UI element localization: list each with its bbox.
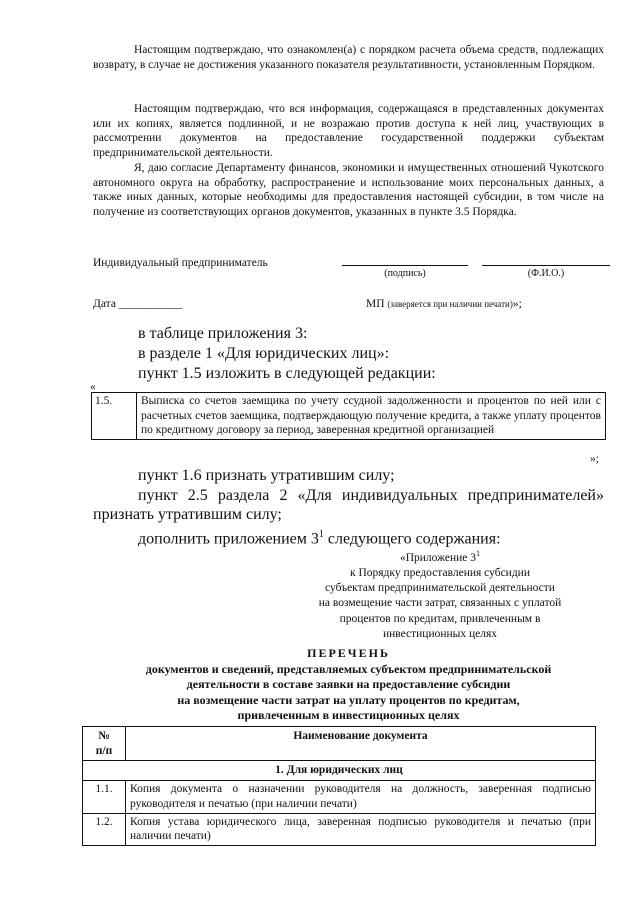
amend-line-4: пункт 1.6 признать утратившим силу; xyxy=(138,467,395,484)
appendix-title xyxy=(300,546,580,566)
consent-paragraph-3 xyxy=(93,161,604,220)
documents-table xyxy=(82,726,596,846)
name-caption: (Ф.И.О.) xyxy=(527,268,565,279)
amend-table xyxy=(91,392,606,440)
open-quote: « xyxy=(90,381,96,393)
section-label: 1. Для юридических лиц xyxy=(83,761,596,781)
table-row xyxy=(92,393,606,440)
list-title: ПЕРЕЧЕНЬ xyxy=(307,646,390,660)
col-number-label: п/п xyxy=(95,744,113,757)
consent-text-2: Настоящим подтверждаю, что вся информация, содержащаяся в представленных документах или их копиях, является подлинной, и не возражаю против доступа к ней лиц, участвующих в рассмотрении документов на предоставление государственной поддержки субъектам предпринимательской деятельности. xyxy=(93,103,604,160)
table-row xyxy=(83,781,596,813)
amend-word: предпринимателей» xyxy=(467,487,604,504)
row-number: 1.2. xyxy=(83,813,126,845)
amend-word: раздела xyxy=(217,487,270,504)
amend-line-5b: признать утратившим силу; xyxy=(93,506,282,523)
appendix-title-sup: 1 xyxy=(476,549,481,558)
row-number: 1.1. xyxy=(83,781,126,813)
list-subtitle: привлеченным в инвестиционных целях xyxy=(237,708,460,722)
col-number-header xyxy=(83,727,126,761)
consent-text-1: Настоящим подтверждаю, что ознакомлен(а) с порядком расчета объема средств, подлежащих возврату, в случае не достижения указанного показателя результативности, установленным Порядком. xyxy=(93,44,604,71)
amend-word: «Для xyxy=(297,487,332,504)
list-subtitle: на возмещение части затрат на уплату процентов по кредитам, xyxy=(177,692,520,707)
stamp-label: МП xyxy=(366,298,385,310)
appendix-line: к Порядку предоставления субсидии xyxy=(350,567,530,580)
appendix-line: процентов по кредитам, привлеченным в xyxy=(339,612,541,625)
appendix-line: субъектам предпринимательской деятельности xyxy=(325,582,555,595)
table-header-row xyxy=(83,727,596,761)
amend-line-3: пункт 1.5 изложить в следующей редакции: xyxy=(138,365,436,382)
stamp-note: (заверяется при наличии печати) xyxy=(387,299,513,309)
row-text: Выписка со счетов заемщика по учету ссудной задолженности и процентов по ней или с расчетных счетов заемщика, подтверждающую получение кредита, а также уплату процентов по кредитному договору за период, заверенная кредитной организацией xyxy=(137,393,606,440)
appendix-header xyxy=(300,546,580,642)
close-quote: »; xyxy=(590,453,599,465)
stamp-field xyxy=(366,298,522,310)
col-number-label: № xyxy=(98,730,110,742)
list-subtitle: деятельности в составе заявки на предоставление субсидии xyxy=(186,677,511,691)
col-name-header: Наименование документа xyxy=(126,727,596,761)
date-field: Дата ___________ xyxy=(93,298,183,310)
list-subtitle: документов и сведений, представляемых субъектом предпринимательской xyxy=(145,661,552,676)
amend-line-5 xyxy=(138,486,604,506)
amend-line-6-post: следующего содержания: xyxy=(323,530,501,548)
signature-line xyxy=(342,265,468,266)
table-row xyxy=(83,813,596,845)
appendix-line: на возмещение части затрат, связанных с уплатой xyxy=(318,597,562,610)
consent-text-3: Я, даю согласие Департаменту финансов, экономики и имущественных отношений Чукотского автономного округа на обработку, распространение и использование моих персональных данных, а также иных данных, которые необходимы для предоставления настоящей субсидии, в том числе на получение из соответствующих органов документов, указанных в пункте 3.5 Порядка. xyxy=(93,162,604,219)
consent-paragraph-2 xyxy=(93,102,604,161)
row-text: Копия документа о назначении руководителя на должность, заверенная подписью руководителя и печатью (при наличии печати) xyxy=(126,781,596,813)
appendix-title-text: «Приложение 3 xyxy=(399,551,477,564)
consent-paragraph-1 xyxy=(93,43,604,72)
stamp-end: »; xyxy=(512,298,522,310)
amend-word: 2 xyxy=(279,487,288,504)
amend-word: пункт xyxy=(138,487,178,504)
amend-line-1: в таблице приложения 3: xyxy=(138,325,308,342)
amend-word: индивидуальных xyxy=(341,487,458,504)
signature-label: Индивидуальный предприниматель xyxy=(93,257,268,269)
amend-line-6-pre: дополнить приложением 3 xyxy=(138,530,319,548)
list-heading xyxy=(93,646,604,724)
amend-word: 2.5 xyxy=(187,487,208,504)
amend-line-6-sup: 1 xyxy=(318,529,324,540)
amend-line-2: в разделе 1 «Для юридических лиц»: xyxy=(138,345,390,362)
name-line xyxy=(482,265,610,266)
appendix-line: инвестиционных целях xyxy=(382,627,498,640)
row-number: 1.5. xyxy=(92,393,137,440)
row-text: Копия устава юридического лица, заверенная подписью руководителя и печатью (при наличии печати) xyxy=(126,813,596,845)
signature-caption: (подпись) xyxy=(384,268,426,279)
table-section-row xyxy=(83,761,596,781)
